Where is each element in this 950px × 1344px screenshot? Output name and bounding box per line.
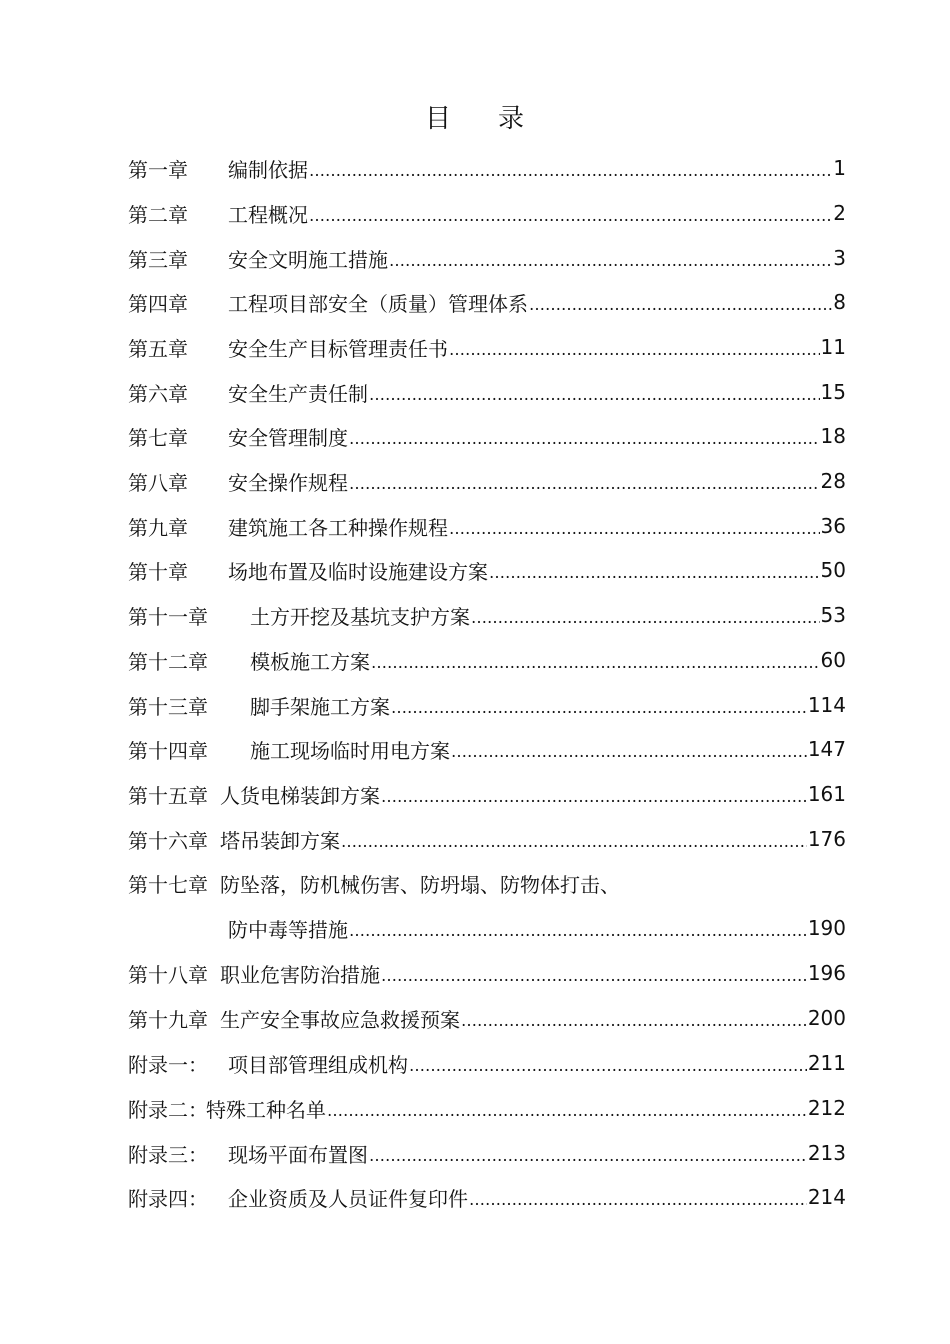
chapter-number: 第十七章 <box>128 872 208 897</box>
chapter-number: 第二章 <box>128 202 188 227</box>
dot-leader <box>371 653 820 672</box>
page-number: 212 <box>807 1096 846 1120</box>
dot-leader <box>389 251 832 270</box>
dot-leader <box>409 1056 807 1075</box>
chapter-number: 第十四章 <box>128 738 208 763</box>
page-number: 15 <box>820 380 846 404</box>
chapter-number: 第十五章 <box>128 783 208 808</box>
page-number: 176 <box>807 827 846 851</box>
toc-entry-18[interactable] <box>128 953 846 993</box>
appendix-title: 企业资质及人员证件复印件 <box>228 1186 468 1211</box>
page-number: 214 <box>807 1185 846 1209</box>
appendix-title: 特殊工种名单 <box>206 1097 326 1122</box>
page-number: 213 <box>807 1141 846 1165</box>
dot-leader <box>369 385 820 404</box>
toc-entry-2[interactable] <box>128 193 846 233</box>
dot-leader <box>451 742 807 761</box>
page-number: 50 <box>820 558 846 582</box>
dot-leader <box>489 563 820 582</box>
chapter-number: 第七章 <box>128 425 188 450</box>
page-number: 60 <box>820 648 846 672</box>
toc-entry-10[interactable] <box>128 550 846 590</box>
chapter-title: 脚手架施工方案 <box>250 694 390 719</box>
chapter-number: 第十章 <box>128 559 188 584</box>
dot-leader <box>369 1146 807 1165</box>
chapter-title: 工程概况 <box>228 202 308 227</box>
toc-entry-17[interactable] <box>128 863 846 903</box>
chapter-number: 第九章 <box>128 515 188 540</box>
chapter-number: 第十八章 <box>128 962 208 987</box>
page-number: 36 <box>820 514 846 538</box>
chapter-title: 安全管理制度 <box>228 425 348 450</box>
page-title <box>0 98 950 135</box>
dot-leader <box>381 787 807 806</box>
page-number: 196 <box>807 961 846 985</box>
dot-leader <box>381 966 807 985</box>
chapter-title: 防中毒等措施 <box>228 917 348 942</box>
dot-leader <box>341 832 807 851</box>
chapter-title: 建筑施工各工种操作规程 <box>228 515 448 540</box>
page-number: 53 <box>820 603 846 627</box>
appendix-number: 附录一： <box>128 1052 208 1077</box>
chapter-number: 第十六章 <box>128 828 208 853</box>
chapter-number: 第八章 <box>128 470 188 495</box>
toc-entry-3[interactable] <box>128 238 846 278</box>
title-char-1: 目 <box>424 104 452 134</box>
chapter-title: 塔吊装卸方案 <box>220 828 340 853</box>
chapter-title: 安全操作规程 <box>228 470 348 495</box>
chapter-title: 防坠落，防机械伤害、防坍塌、防物体打击、 <box>220 872 620 897</box>
toc-entry-appendix-4[interactable] <box>128 1177 846 1217</box>
page-number: 147 <box>807 737 846 761</box>
dot-leader <box>469 1190 807 1209</box>
toc-entry-12[interactable] <box>128 640 846 680</box>
chapter-title: 模板施工方案 <box>250 649 370 674</box>
chapter-title: 人货电梯装卸方案 <box>220 783 380 808</box>
dot-leader <box>461 1011 807 1030</box>
chapter-title: 编制依据 <box>228 157 308 182</box>
toc-entry-9[interactable] <box>128 506 846 546</box>
toc-entry-appendix-3[interactable] <box>128 1133 846 1173</box>
dot-leader <box>309 161 832 180</box>
page-number: 114 <box>807 693 846 717</box>
page-number: 18 <box>820 424 846 448</box>
chapter-number: 第一章 <box>128 157 188 182</box>
chapter-title: 生产安全事故应急救援预案 <box>220 1007 460 1032</box>
page-number: 3 <box>833 246 846 270</box>
dot-leader <box>327 1101 807 1120</box>
chapter-title: 土方开挖及基坑支护方案 <box>250 604 470 629</box>
appendix-title: 项目部管理组成机构 <box>228 1052 408 1077</box>
dot-leader <box>391 698 807 717</box>
toc-entry-14[interactable] <box>128 729 846 769</box>
dot-leader <box>349 429 820 448</box>
chapter-number: 第三章 <box>128 247 188 272</box>
toc-entry-8[interactable] <box>128 461 846 501</box>
dot-leader <box>349 474 820 493</box>
dot-leader <box>449 340 820 359</box>
chapter-number: 第十三章 <box>128 694 208 719</box>
page-number: 8 <box>833 290 846 314</box>
chapter-title: 施工现场临时用电方案 <box>250 738 450 763</box>
page-number: 200 <box>807 1006 846 1030</box>
page-number: 190 <box>807 916 846 940</box>
page-number: 161 <box>807 782 846 806</box>
appendix-number: 附录二： <box>128 1097 208 1122</box>
chapter-number: 第五章 <box>128 336 188 361</box>
chapter-number: 第十二章 <box>128 649 208 674</box>
page-number: 2 <box>833 201 846 225</box>
dot-leader <box>471 608 820 627</box>
page-number: 11 <box>820 335 846 359</box>
chapter-title: 工程项目部安全（质量）管理体系 <box>228 291 528 316</box>
toc-entry-appendix-2[interactable] <box>128 1088 846 1128</box>
toc-entry-19[interactable] <box>128 998 846 1038</box>
dot-leader <box>309 206 832 225</box>
title-char-2: 录 <box>498 104 526 134</box>
toc-entry-4[interactable] <box>128 282 846 322</box>
chapter-number: 第四章 <box>128 291 188 316</box>
page-number: 28 <box>820 469 846 493</box>
appendix-title: 现场平面布置图 <box>228 1142 368 1167</box>
toc-entry-appendix-1[interactable] <box>128 1043 846 1083</box>
chapter-title: 职业危害防治措施 <box>220 962 380 987</box>
chapter-number: 第十九章 <box>128 1007 208 1032</box>
chapter-number: 第十一章 <box>128 604 208 629</box>
chapter-title: 场地布置及临时设施建设方案 <box>228 559 488 584</box>
chapter-title: 安全生产责任制 <box>228 381 368 406</box>
dot-leader <box>449 519 820 538</box>
toc-entry-11[interactable] <box>128 595 846 635</box>
page-number: 1 <box>833 156 846 180</box>
dot-leader <box>529 295 832 314</box>
appendix-number: 附录四： <box>128 1186 208 1211</box>
toc-entry-1[interactable] <box>128 148 846 188</box>
toc-entry-15[interactable] <box>128 774 846 814</box>
page-number: 211 <box>807 1051 846 1075</box>
appendix-number: 附录三： <box>128 1142 208 1167</box>
chapter-title: 安全生产目标管理责任书 <box>228 336 448 361</box>
toc-entry-6[interactable] <box>128 372 846 412</box>
chapter-title: 安全文明施工措施 <box>228 247 388 272</box>
dot-leader <box>349 921 807 940</box>
toc-entry-5[interactable] <box>128 327 846 367</box>
toc-entry-13[interactable] <box>128 685 846 725</box>
chapter-number: 第六章 <box>128 381 188 406</box>
toc-entry-16[interactable] <box>128 819 846 859</box>
toc-entry-7[interactable] <box>128 416 846 456</box>
toc-entry-17-continued[interactable] <box>128 908 846 948</box>
